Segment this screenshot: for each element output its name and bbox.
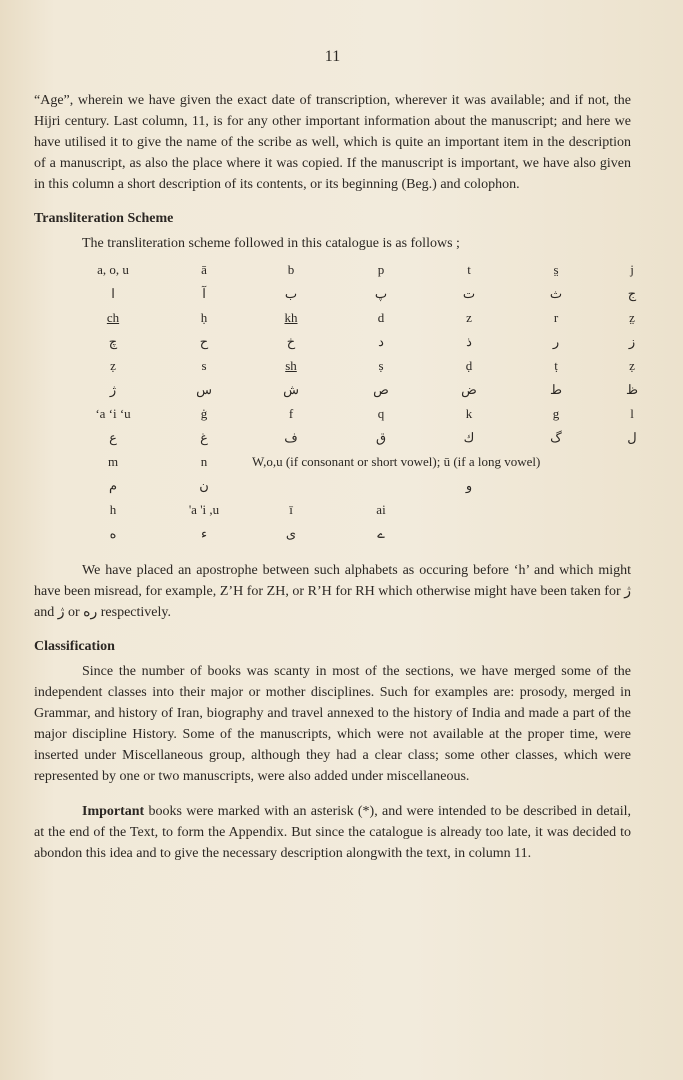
translit-cell: g bbox=[552, 406, 560, 421]
translit-cell: h bbox=[109, 502, 117, 517]
translit-script-cell: و bbox=[465, 478, 473, 493]
translit-script-cell bbox=[428, 522, 510, 546]
translit-script-cell: ع bbox=[109, 430, 117, 445]
translit-script-cell: م bbox=[108, 478, 118, 493]
translit-wvowel-note: W,o,u (if consonant or short vowel); ū (if a long vowel) bbox=[252, 454, 541, 469]
page-number: 11 bbox=[324, 48, 341, 65]
translit-script-cell: ث bbox=[549, 286, 563, 301]
translit-cell: sh bbox=[285, 358, 297, 373]
translit-script-cell: خ bbox=[286, 334, 296, 349]
translit-script-cell: ژ bbox=[109, 382, 117, 397]
apostrophe-paragraph: We have placed an apostrophe between such alphabets as occuring before ‘h’ and which might have been misread, for example, Z’H for ZH, or R’H for RH which otherwise might have been taken for ژ and ژ or ره respectively. bbox=[34, 563, 631, 620]
translit-cell: r bbox=[553, 310, 559, 325]
translit-cell: ṭ bbox=[554, 358, 558, 373]
translit-script-cell: ج bbox=[627, 286, 637, 301]
translit-script-cell: ف bbox=[284, 430, 298, 445]
translit-cell: t bbox=[467, 262, 471, 277]
translit-cell: m bbox=[107, 454, 119, 469]
transliteration-intro: The transliteration scheme followed in this catalogue is as follows ; bbox=[82, 236, 460, 251]
translit-script-cell: غ bbox=[200, 430, 208, 445]
translit-cell: ġ bbox=[200, 406, 208, 421]
translit-cell: z̤ bbox=[629, 310, 635, 325]
translit-cell: ch bbox=[106, 310, 120, 325]
translit-cell: ḍ bbox=[465, 358, 473, 373]
important-paragraph-text: books were marked with an asterisk (*), and were intended to be described in detail, at the end of the Text, to form the Appendix. But since the catalogue is already too late, it was decided to abondon this idea and to give the necessary description alongwith the text, in column 11. bbox=[34, 804, 631, 861]
translit-cell: p bbox=[377, 262, 385, 277]
translit-script-cell: ء bbox=[200, 526, 208, 541]
classification-paragraph: Since the number of books was scanty in most of the sections, we have merged some of the independent classes into their major or mother disciplines. Such for examples are: prosody, merged in Grammar, and history of Iran, biography and travel annexed to the history of India and made a part of the major discipline History. Some of the manuscripts, which were not available at the proper time, were inserted under Miscellaneous group, although they had a clear class; some other classes, which were represented by one or two manuscripts, were also added under miscellaneous. bbox=[34, 664, 631, 784]
translit-script-cell: ی bbox=[285, 526, 297, 541]
translit-script-cell: پ bbox=[374, 286, 388, 301]
translit-script-cell bbox=[602, 522, 662, 546]
translit-cell: q bbox=[377, 406, 385, 421]
translit-cell: z bbox=[466, 310, 472, 325]
transliteration-heading: Transliteration Scheme bbox=[34, 211, 174, 226]
translit-cell bbox=[428, 498, 510, 522]
translit-cell: k bbox=[465, 406, 473, 421]
translit-cell: l bbox=[630, 406, 634, 421]
translit-script-cell bbox=[510, 474, 602, 498]
translit-cell: f bbox=[288, 406, 294, 421]
translit-cell: ā bbox=[201, 262, 207, 277]
translit-script-cell: ح bbox=[199, 334, 209, 349]
translit-script-cell: ن bbox=[199, 478, 209, 493]
classification-heading: Classification bbox=[34, 639, 115, 654]
translit-cell: ẓ bbox=[110, 358, 116, 373]
translit-script-cell: چ bbox=[108, 334, 118, 349]
translit-cell: ‘a ‘i ‘u bbox=[95, 406, 131, 421]
translit-script-cell: ذ bbox=[466, 334, 472, 349]
translit-script-cell: ر bbox=[552, 334, 560, 349]
translit-cell: j bbox=[630, 262, 634, 277]
important-bold-word: Important bbox=[82, 804, 145, 819]
translit-script-cell: ط bbox=[549, 382, 563, 397]
translit-script-cell bbox=[510, 522, 602, 546]
translit-script-cell bbox=[334, 474, 428, 498]
transliteration-table bbox=[34, 258, 639, 546]
translit-script-cell: ب bbox=[284, 286, 298, 301]
important-paragraph bbox=[34, 801, 631, 864]
translit-script-cell: ا bbox=[111, 286, 115, 301]
translit-cell: n bbox=[200, 454, 208, 469]
translit-script-cell bbox=[248, 474, 334, 498]
translit-cell: s bbox=[201, 358, 207, 373]
translit-script-cell: ز bbox=[628, 334, 636, 349]
translit-cell: kh bbox=[284, 310, 298, 325]
translit-script-cell: ش bbox=[283, 382, 299, 397]
translit-cell bbox=[510, 498, 602, 522]
translit-cell: ḥ bbox=[200, 310, 208, 325]
translit-cell: ẓ bbox=[629, 358, 635, 373]
translit-cell: ṣ bbox=[378, 358, 384, 373]
translit-script-cell: ے bbox=[377, 526, 385, 541]
translit-cell: a, o, u bbox=[97, 262, 129, 277]
translit-script-cell: ك bbox=[463, 430, 475, 445]
translit-cell: b bbox=[287, 262, 295, 277]
translit-script-cell: ه bbox=[109, 526, 117, 541]
translit-script-cell: ص bbox=[373, 382, 389, 397]
translit-script-cell bbox=[602, 474, 662, 498]
translit-cell: 'a 'i ,u bbox=[188, 502, 220, 517]
translit-cell: d bbox=[377, 310, 385, 325]
translit-script-cell: د bbox=[378, 334, 384, 349]
translit-script-cell: ظ bbox=[625, 382, 639, 397]
translit-script-cell: ق bbox=[375, 430, 387, 445]
translit-script-cell: ل bbox=[627, 430, 637, 445]
translit-script-cell: ض bbox=[461, 382, 477, 397]
translit-script-cell: گ bbox=[550, 430, 562, 445]
translit-script-cell: ت bbox=[462, 286, 476, 301]
translit-cell: ai bbox=[376, 502, 386, 517]
translit-cell: s̤ bbox=[553, 262, 559, 277]
intro-paragraph: “Age”, wherein we have given the exact date of transcription, wherever it was available; and if not, the Hijri century. Last column, 11, is for any other important information about the manuscript; and here we have utilised it to give the name of the scribe as well, which is quite an important item in the description of a manuscript, as also the place where it was copied. If the manuscript is important, we have also given in this column a short description of its contents, or its beginning (Beg.) and colophon. bbox=[34, 93, 631, 192]
translit-cell: ī bbox=[289, 502, 293, 517]
translit-cell bbox=[602, 498, 662, 522]
translit-script-cell: س bbox=[196, 382, 212, 397]
translit-script-cell: آ bbox=[202, 286, 206, 301]
